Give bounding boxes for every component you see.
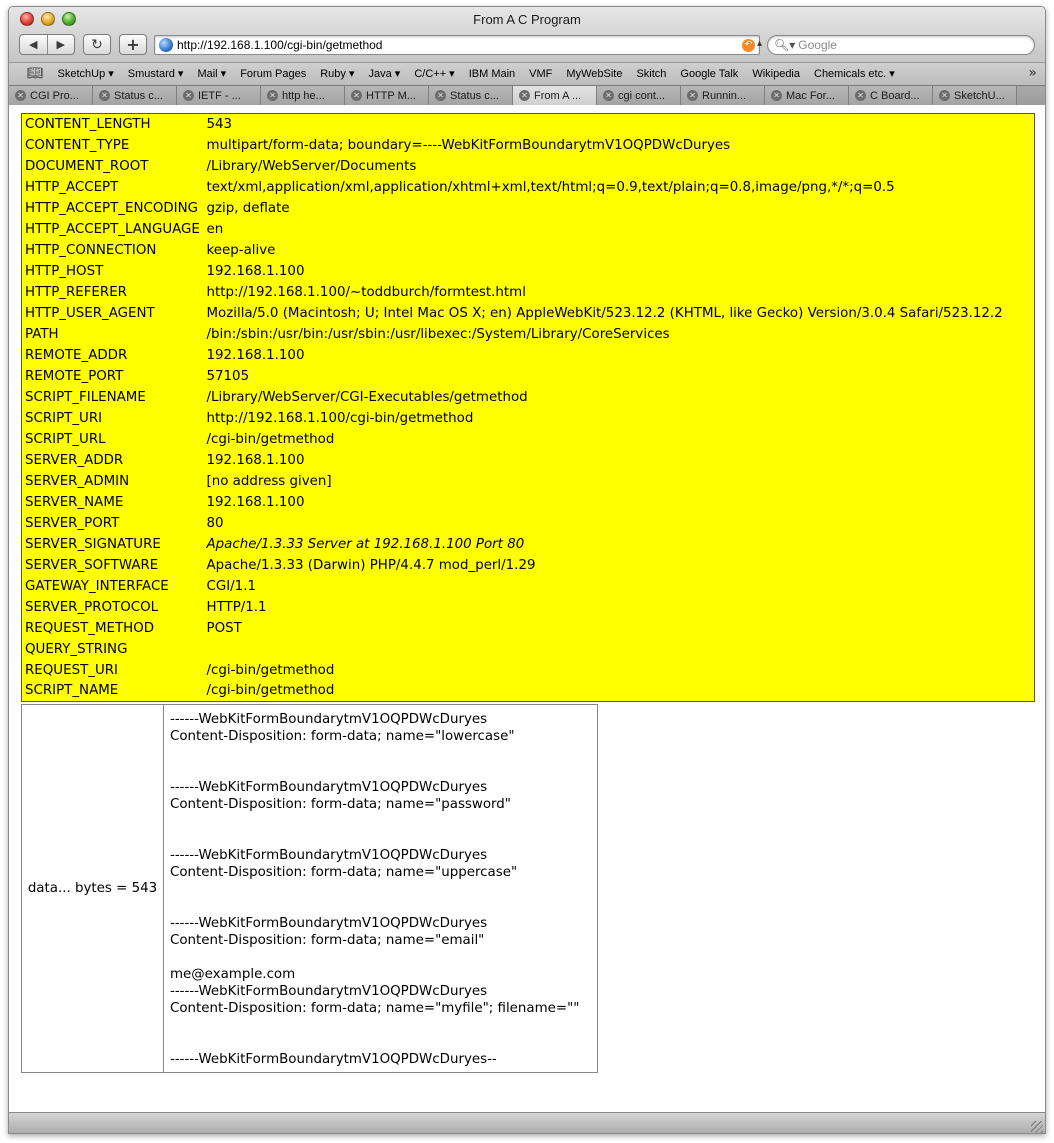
chevron-down-icon[interactable]: ▴ [757, 38, 763, 49]
env-value: /cgi-bin/getmethod [206, 431, 335, 447]
back-forward-control [19, 34, 75, 55]
close-icon[interactable]: ✕ [603, 90, 614, 101]
bookmark-item[interactable]: MyWebSite [566, 67, 623, 80]
env-key: GATEWAY_INTERFACE [25, 578, 169, 594]
data-line: ------WebKitFormBoundarytmV1OQPDWcDuryes [170, 984, 488, 999]
browser-chrome [9, 7, 1045, 105]
env-key: SERVER_ADDR [25, 452, 124, 468]
env-value: 192.168.1.100 [206, 263, 305, 279]
env-row [22, 492, 1035, 513]
browser-tab[interactable] [261, 86, 345, 105]
data-line: me@example.com [170, 967, 296, 982]
env-row [22, 240, 1035, 261]
env-row [22, 618, 1035, 639]
env-value: /cgi-bin/getmethod [206, 662, 335, 678]
env-value: 543 [206, 116, 233, 132]
env-value: text/xml,application/xml,application/xhtml+xml,text/html;q=0.9,text/plain;q=0.8,image/png,*/*;q=0.5 [206, 179, 895, 195]
address-bar[interactable] [154, 35, 763, 55]
env-row [22, 408, 1035, 429]
env-row [22, 261, 1035, 282]
env-value: 80 [206, 515, 224, 531]
env-row [22, 156, 1035, 177]
env-value: /Library/WebServer/Documents [206, 158, 417, 174]
tab-label: C Board... [870, 89, 920, 102]
close-icon[interactable]: ✕ [435, 90, 446, 101]
env-key: HTTP_ACCEPT_ENCODING [25, 200, 199, 216]
forward-arrow-icon[interactable]: ▶ [56, 38, 65, 51]
env-row [22, 303, 1035, 324]
env-value: gzip, deflate [206, 200, 290, 216]
env-value: 192.168.1.100 [206, 347, 305, 363]
reload-button[interactable] [83, 34, 111, 55]
env-key: HTTP_REFERER [25, 284, 127, 300]
bookmark-item[interactable]: Wikipedia [752, 67, 800, 80]
close-icon[interactable]: ✕ [183, 90, 194, 101]
env-key: SERVER_SOFTWARE [25, 557, 159, 573]
browser-window [8, 6, 1046, 1134]
bookmark-item[interactable]: C/C++ ▾ [414, 68, 455, 80]
snapback-icon[interactable]: ↶ [742, 39, 755, 52]
env-row [22, 450, 1035, 471]
env-row [22, 387, 1035, 408]
data-line [170, 949, 591, 966]
env-key: CONTENT_TYPE [25, 137, 130, 153]
tab-label: HTTP M... [366, 89, 416, 102]
browser-tab[interactable] [597, 86, 681, 105]
browser-tab[interactable] [933, 86, 1017, 105]
status-bar [9, 1112, 1045, 1134]
env-row [22, 597, 1035, 618]
env-value: 192.168.1.100 [206, 494, 305, 510]
env-row [22, 429, 1035, 450]
env-row [22, 345, 1035, 366]
env-row [22, 282, 1035, 303]
browser-tab[interactable] [429, 86, 513, 105]
bookmark-item[interactable]: SketchUp ▾ [57, 68, 114, 80]
env-value: en [206, 221, 224, 237]
data-line [170, 813, 591, 830]
data-bytes-label: data... bytes = 543 [22, 705, 164, 1073]
env-key: SCRIPT_URL [25, 431, 106, 447]
search-icon[interactable]: 🔍︎▾ [774, 38, 796, 52]
env-key: DOCUMENT_ROOT [25, 158, 149, 174]
search-input[interactable] [767, 35, 1035, 55]
data-line: ------WebKitFormBoundarytmV1OQPDWcDuryes [170, 916, 488, 931]
env-key: SERVER_PROTOCOL [25, 599, 159, 615]
env-value: multipart/form-data; boundary=----WebKitFormBoundarytmV1OQPDWcDuryes [206, 137, 731, 153]
tab-label: SketchU... [954, 89, 1005, 102]
data-line: Content-Disposition: form-data; name="myfile"; filename="" [170, 1001, 580, 1016]
post-data-body [164, 705, 598, 1073]
env-row [22, 555, 1035, 576]
env-key: HTTP_ACCEPT_LANGUAGE [25, 221, 200, 237]
back-arrow-icon[interactable]: ◀ [29, 38, 38, 51]
env-key: SCRIPT_URI [25, 410, 103, 426]
bookmark-item[interactable]: Java ▾ [368, 68, 401, 80]
env-value: http://192.168.1.100/~toddburch/formtest.html [206, 284, 526, 300]
book-icon[interactable]: 📖︎ [27, 66, 44, 81]
bookmark-item[interactable]: Chemicals etc. ▾ [814, 68, 895, 80]
env-row [22, 513, 1035, 534]
browser-tab[interactable] [9, 86, 93, 105]
data-line [170, 830, 591, 847]
close-icon[interactable]: ✕ [687, 90, 698, 101]
data-line: ------WebKitFormBoundarytmV1OQPDWcDuryes [170, 848, 488, 863]
env-row [22, 639, 1035, 660]
data-line: ------WebKitFormBoundarytmV1OQPDWcDuryes-- [170, 1052, 497, 1067]
globe-icon [159, 38, 173, 52]
data-line [170, 898, 591, 915]
env-row [22, 576, 1035, 597]
post-data-table [21, 704, 598, 1073]
env-value: 192.168.1.100 [206, 452, 305, 468]
data-line [170, 1017, 591, 1034]
env-value: /cgi-bin/getmethod [206, 683, 335, 699]
browser-tab[interactable] [765, 86, 849, 105]
tab-bar [9, 85, 1045, 105]
bookmark-item[interactable]: Skitch [636, 67, 667, 80]
env-value: Mozilla/5.0 (Macintosh; U; Intel Mac OS X; en) AppleWebKit/523.12.2 (KHTML, like Gecko) Version/3.0.4 Safari/523.12.2 [206, 305, 1003, 321]
env-key: SERVER_SIGNATURE [25, 536, 161, 552]
env-row [22, 324, 1035, 345]
bookmark-item[interactable]: IBM Main [468, 67, 516, 80]
env-row [22, 219, 1035, 240]
tab-label: http he... [282, 89, 325, 102]
environment-table [21, 113, 1035, 702]
tab-label: Status c... [114, 89, 163, 102]
env-key: HTTP_CONNECTION [25, 242, 157, 258]
close-icon[interactable]: ✕ [519, 90, 530, 101]
env-key: REQUEST_URI [25, 662, 118, 678]
env-value [204, 639, 1035, 660]
bookmark-item[interactable]: Mail ▾ [197, 68, 227, 80]
env-row [22, 114, 1035, 135]
env-value: keep-alive [206, 242, 276, 258]
env-row [22, 660, 1035, 681]
browser-tab[interactable] [345, 86, 429, 105]
env-key: REQUEST_METHOD [25, 620, 155, 636]
url-text[interactable]: http://192.168.1.100/cgi-bin/getmethod [177, 38, 383, 52]
env-key: SCRIPT_NAME [25, 683, 119, 699]
env-value: http://192.168.1.100/cgi-bin/getmethod [206, 410, 474, 426]
browser-tab[interactable] [93, 86, 177, 105]
env-key: HTTP_ACCEPT [25, 179, 119, 195]
env-key: HTTP_USER_AGENT [25, 305, 155, 321]
close-icon[interactable]: ✕ [351, 90, 362, 101]
env-key: REMOTE_PORT [25, 368, 124, 384]
search-placeholder: Google [798, 38, 837, 52]
env-key: PATH [25, 326, 59, 342]
env-value: 57105 [206, 368, 250, 384]
tab-label: Runnin... [702, 89, 747, 102]
env-row [22, 135, 1035, 156]
tab-label: Status c... [450, 89, 499, 102]
title-bar[interactable] [9, 7, 1045, 31]
data-line: ------WebKitFormBoundarytmV1OQPDWcDuryes [170, 780, 488, 795]
close-icon[interactable]: ✕ [99, 90, 110, 101]
browser-tab[interactable] [681, 86, 765, 105]
data-line: Content-Disposition: form-data; name="email" [170, 933, 485, 948]
env-key: SERVER_NAME [25, 494, 124, 510]
navigation-toolbar [9, 32, 1045, 60]
data-line [170, 881, 591, 898]
env-value: /Library/WebServer/CGI-Executables/getmethod [206, 389, 528, 405]
env-key: SERVER_ADMIN [25, 473, 130, 489]
resize-handle[interactable] [1031, 1121, 1043, 1133]
env-row [22, 198, 1035, 219]
data-line [170, 762, 591, 779]
data-line: Content-Disposition: form-data; name="password" [170, 797, 511, 812]
env-key: CONTENT_LENGTH [25, 116, 151, 132]
env-key: SERVER_PORT [25, 515, 120, 531]
bookmark-item[interactable]: Google Talk [680, 67, 739, 80]
close-icon[interactable]: ✕ [15, 90, 26, 101]
env-row [22, 177, 1035, 198]
env-row [22, 366, 1035, 387]
env-row [22, 471, 1035, 492]
close-icon[interactable]: ✕ [771, 90, 782, 101]
bookmarks-bar [9, 62, 1045, 84]
add-bookmark-button[interactable] [119, 34, 147, 55]
close-icon[interactable]: ✕ [855, 90, 866, 101]
env-value: Apache/1.3.33 (Darwin) PHP/4.4.7 mod_perl/1.29 [206, 557, 536, 573]
data-line [170, 745, 591, 762]
tab-label: CGI Pro... [30, 89, 79, 102]
env-key: HTTP_HOST [25, 263, 104, 279]
data-line [170, 1034, 591, 1051]
env-value: CGI/1.1 [206, 578, 256, 594]
browser-tab[interactable] [177, 86, 261, 105]
bookmark-item[interactable]: Forum Pages [240, 67, 307, 80]
tab-label: From A ... [534, 89, 582, 102]
env-row [22, 534, 1035, 555]
browser-tab[interactable] [513, 86, 597, 105]
close-icon[interactable]: ✕ [267, 90, 278, 101]
bookmark-item[interactable]: Ruby ▾ [320, 68, 355, 80]
env-row [22, 681, 1035, 702]
env-value: [no address given] [206, 473, 332, 489]
env-value: Apache/1.3.33 Server at 192.168.1.100 Port 80 [206, 536, 525, 552]
data-line: ------WebKitFormBoundarytmV1OQPDWcDuryes [170, 712, 488, 727]
reload-icon: ↻ [91, 36, 103, 53]
env-key: SCRIPT_FILENAME [25, 389, 146, 405]
env-value: HTTP/1.1 [206, 599, 267, 615]
bookmark-item[interactable]: Smustard ▾ [127, 68, 184, 80]
plus-icon: + [126, 35, 140, 54]
tab-label: IETF - ... [198, 89, 241, 102]
env-value: POST [206, 620, 242, 636]
chevron-right-icon[interactable]: » [1028, 65, 1037, 81]
data-line: Content-Disposition: form-data; name="uppercase" [170, 865, 518, 880]
close-icon[interactable]: ✕ [939, 90, 950, 101]
data-line: Content-Disposition: form-data; name="lowercase" [170, 729, 515, 744]
bookmark-item[interactable]: VMF [529, 67, 553, 80]
browser-tab[interactable] [849, 86, 933, 105]
tab-label: Mac For... [786, 89, 835, 102]
page-content [9, 106, 1045, 1112]
env-key: QUERY_STRING [25, 641, 128, 657]
env-key: REMOTE_ADDR [25, 347, 128, 363]
tab-label: cgi cont... [618, 89, 666, 102]
window-title: From A C Program [473, 12, 581, 27]
env-value: /bin:/sbin:/usr/bin:/usr/sbin:/usr/libexec:/System/Library/CoreServices [206, 326, 670, 342]
